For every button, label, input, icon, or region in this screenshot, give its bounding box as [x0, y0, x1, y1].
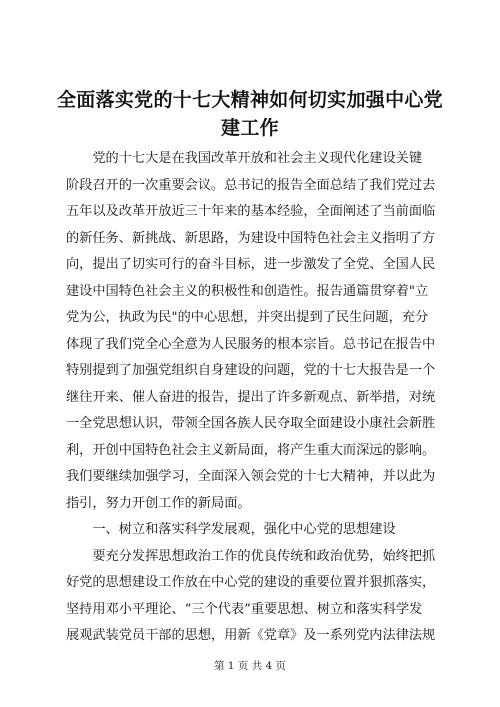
section-heading: 一、树立和落实科学发展观，强化中心党的思想建设: [66, 522, 396, 537]
document-body: [66, 146, 438, 650]
page-number-footer: 第 1 页 共 4 页: [213, 660, 287, 672]
body-line: 五年以及改革开放近三十年来的基本经验，全面阐述了当前面临: [66, 204, 436, 219]
title-line-2: 建工作: [221, 117, 279, 139]
body-line: 向，提出了切实可行的奋斗目标，进一步激发了全党、全国人民: [66, 257, 436, 272]
document-title: [55, 86, 445, 142]
body-line: 特别提到了加强党组织自身建设的问题，党的十七大报告是一个: [66, 363, 436, 378]
body-line: 建设中国特色社会主义的积极性和创造性。报告通篇贯穿着"立: [66, 283, 429, 299]
body-line: 展观武装党员干部的思想，用新《党章》及一系列党内法律法规: [66, 628, 436, 643]
body-line: 利，开创中国特色社会主义新局面，将产生重大而深远的影响。: [66, 442, 436, 458]
body-line: 体现了我们党全心全意为人民服务的根本宗旨。总书记在报告中: [66, 336, 436, 352]
body-line: 好党的思想建设工作放在中心党的建设的重要位置并狠抓落实，: [66, 575, 436, 590]
body-line: 坚持用邓小平理论、“三个代表”重要思想、树立和落实科学发: [66, 601, 423, 617]
body-line: 阶段召开的一次重要会议。总书记的报告全面总结了我们党过去: [66, 177, 436, 193]
title-line-1: 全面落实党的十七大精神如何切实加强中心党: [56, 89, 443, 111]
body-line: 我们要继续加强学习，全面深入领会党的十七大精神，并以此为: [66, 469, 436, 484]
body-line: 指引，努力开创工作的新局面。: [66, 495, 251, 511]
body-line: 继往开来、催人奋进的报告，提出了许多新观点、新举措，对统: [66, 389, 436, 405]
body-line: 要充分发挥思想政治工作的优良传统和政治优势，始终把抓: [66, 548, 436, 564]
body-line: 党的十七大是在我国改革开放和社会主义现代化建设关键: [66, 151, 423, 166]
body-line: 党为公，执政为民"的中心思想，并突出提到了民生问题，充分: [66, 310, 429, 325]
body-line: 一全党思想认识，带领全国各族人民夺取全面建设小康社会新胜: [66, 416, 436, 431]
body-line: 的新任务、新挑战、新思路，为建设中国特色社会主义指明了方: [66, 230, 436, 246]
